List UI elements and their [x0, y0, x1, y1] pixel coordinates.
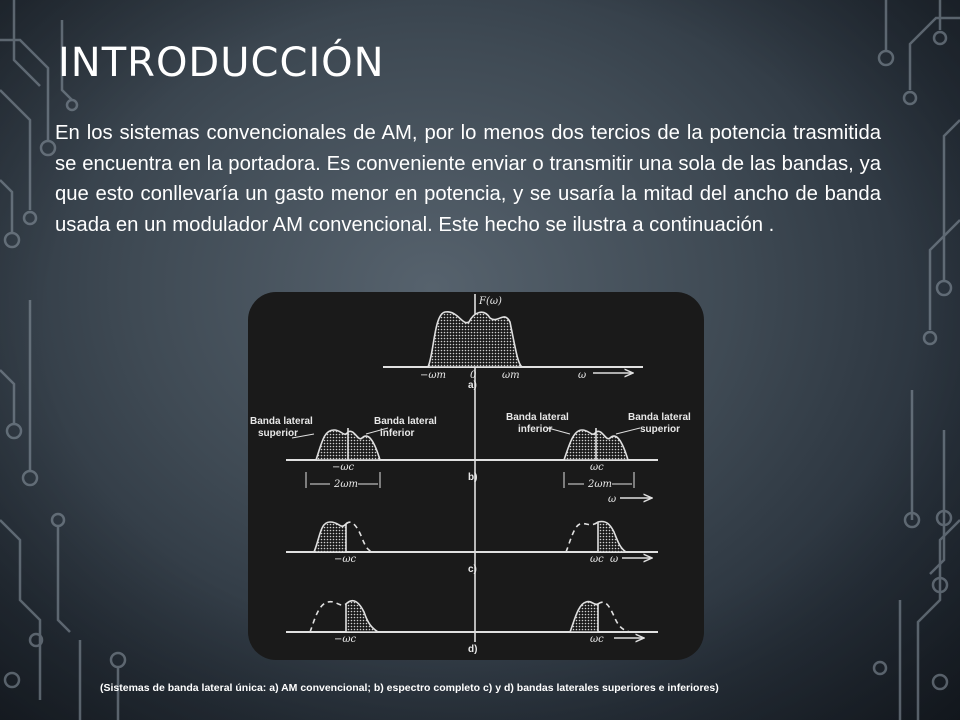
wc-label-b: ωc [590, 462, 604, 473]
lower-sideband-pos [570, 602, 598, 632]
label-superior-2: superior [640, 424, 681, 435]
lower-sideband-neg [346, 601, 378, 632]
label-banda-lateral-3: Banda lateral [506, 412, 569, 423]
body-paragraph: En los sistemas convencionales de AM, por lo menos dos tercios de la potencia trasmitida se encuentra en la portadora. Es conveniente enviar o transmitir una sola de las bandas, ya que esto conllevaría un gasto menor en potencia, y se usaría la mitad del ancho de banda usada en un modulador AM convencional. Este hecho se ilustra a continuación . [55, 122, 881, 236]
label-inferior-2: inferior [518, 424, 553, 435]
omega-label-b: ω [608, 494, 617, 505]
panel-d-label: d) [468, 644, 478, 655]
neg-wm-label: −ωm [420, 370, 447, 381]
ssb-spectrum-figure [248, 292, 704, 660]
spectrum-diagram [248, 292, 704, 660]
f-omega-label: F(ω) [479, 296, 502, 307]
neg-wc-label-d: −ωc [334, 634, 357, 645]
upper-sideband-pos [598, 521, 626, 552]
panel-b-label: b) [468, 472, 478, 483]
neg-wc-label-c: −ωc [334, 554, 357, 565]
label-banda-lateral-4: Banda lateral [628, 412, 691, 423]
figure-caption: (Sistemas de banda lateral única: a) AM convencional; b) espectro completo c) y d) bandas laterales superiores e inferiores) [100, 682, 719, 694]
omega-label-a: ω [578, 370, 587, 381]
neg-wc-label-b: −ωc [332, 462, 355, 473]
zero-label: 0 [470, 370, 477, 381]
panel-a-label: a) [468, 380, 477, 391]
label-superior-1: superior [258, 428, 299, 439]
omega-label-c: ω [610, 554, 619, 565]
baseband-spectrum [428, 312, 522, 367]
panel-c-label: c) [468, 564, 477, 575]
slide-title: INTRODUCCIÓN [58, 40, 385, 86]
label-inferior-1: inferior [380, 428, 415, 439]
upper-sideband-neg [314, 522, 346, 552]
wm-label: ωm [502, 370, 520, 381]
wc-label-d: ωc [590, 634, 604, 645]
two-wm-label-right: 2ωm [588, 479, 612, 490]
two-wm-label-left: 2ωm [334, 479, 358, 490]
wc-label-c: ωc [590, 554, 604, 565]
label-banda-lateral-1: Banda lateral [250, 416, 313, 427]
label-banda-lateral-2: Banda lateral [374, 416, 437, 427]
